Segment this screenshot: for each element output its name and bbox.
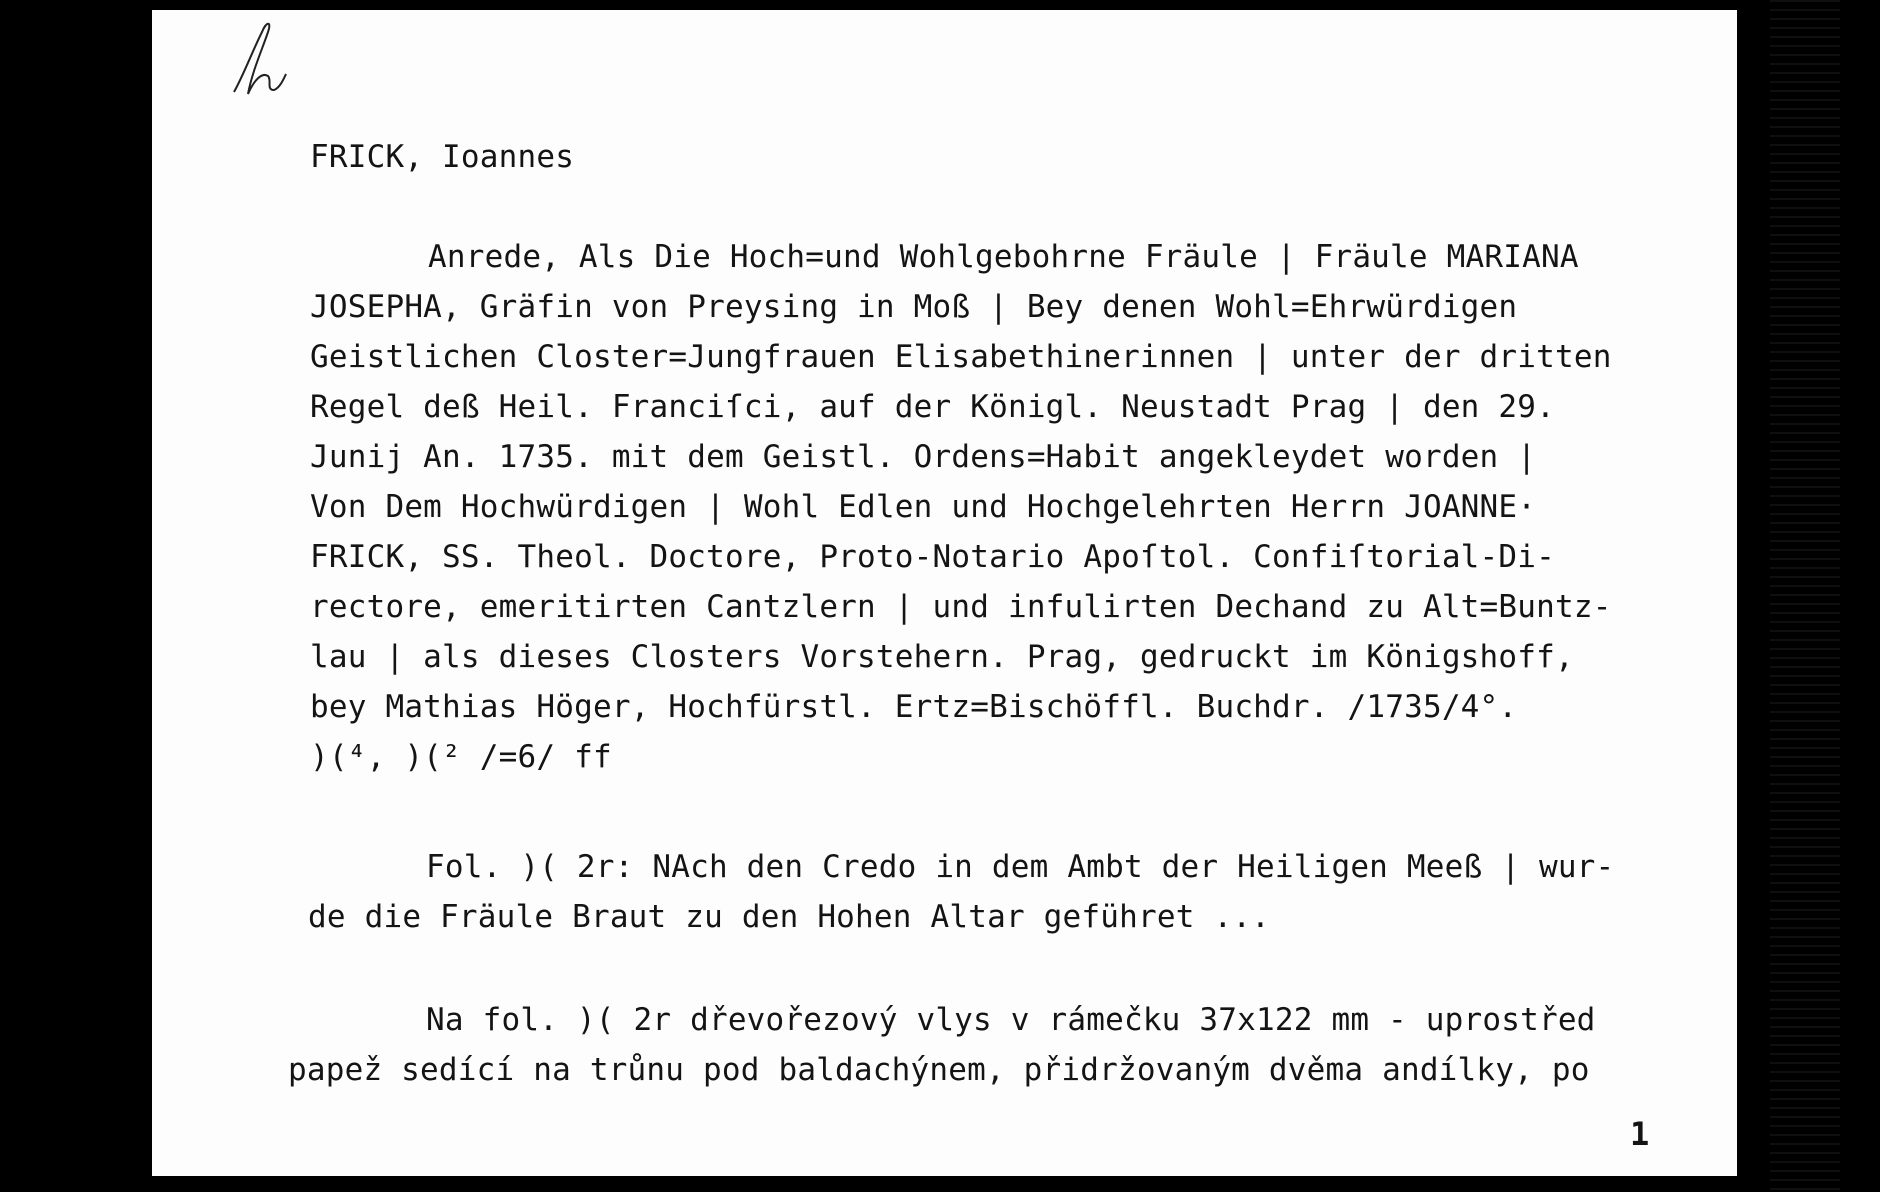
entry-heading: FRICK, Ioannes	[310, 139, 575, 175]
text-line: bey Mathias Höger, Hochfürstl. Ertz=Bischöffl. Buchdr. /1735/4°.	[310, 689, 1518, 725]
text-line: lau | als dieses Closters Vorstehern. Prag, gedruckt im Königshoff,	[310, 639, 1574, 675]
scan-edge-noise	[1770, 0, 1840, 1192]
text-line: Regel deß Heil. Franciſci, auf der Königl. Neustadt Prag | den 29.	[310, 389, 1555, 425]
text-line: rectore, emeritirten Cantzlern | und infulirten Dechand zu Alt=Buntz-	[310, 589, 1612, 625]
woodcut-note	[288, 995, 1596, 1095]
text-line: papež sedící na trůnu pod baldachýnem, přidržovaným dvěma andílky, po	[288, 1052, 1590, 1088]
text-line: de die Fräule Braut zu den Hohen Altar geführet ...	[308, 899, 1271, 935]
text-line: JOSEPHA, Gräfin von Preysing in Moß | Bey denen Wohl=Ehrwürdigen	[310, 289, 1518, 325]
handwritten-mark-icon	[222, 14, 292, 99]
text-line: Junij An. 1735. mit dem Geistl. Ordens=Habit angekleydet worden |	[310, 439, 1537, 475]
title-description	[310, 232, 1690, 782]
text-line: Geistlichen Closter=Jungfrauen Elisabethinerinnen | unter der dritten	[310, 339, 1612, 375]
text-line: )(⁴, )(² /=6/ ff	[310, 739, 612, 775]
text-line: Von Dem Hochwürdigen | Wohl Edlen und Hochgelehrten Herrn JOANNE·	[310, 489, 1537, 525]
text-line: Na fol. )( 2r dřevořezový vlys v rámečku 37x122 mm - uprostřed	[426, 1002, 1596, 1038]
text-line: FRICK, SS. Theol. Doctore, Proto-Notario Apoſtol. Confiſtorial-Di-	[310, 539, 1555, 575]
page-number: 1	[1630, 1115, 1650, 1153]
text-line: Fol. )( 2r: NAch den Credo in dem Ambt der Heiligen Meeß | wur-	[426, 849, 1615, 885]
text-line: Anrede, Als Die Hoch=und Wohlgebohrne Fräule | Fräule MARIANA	[428, 239, 1579, 275]
incipit-note	[308, 842, 1614, 942]
